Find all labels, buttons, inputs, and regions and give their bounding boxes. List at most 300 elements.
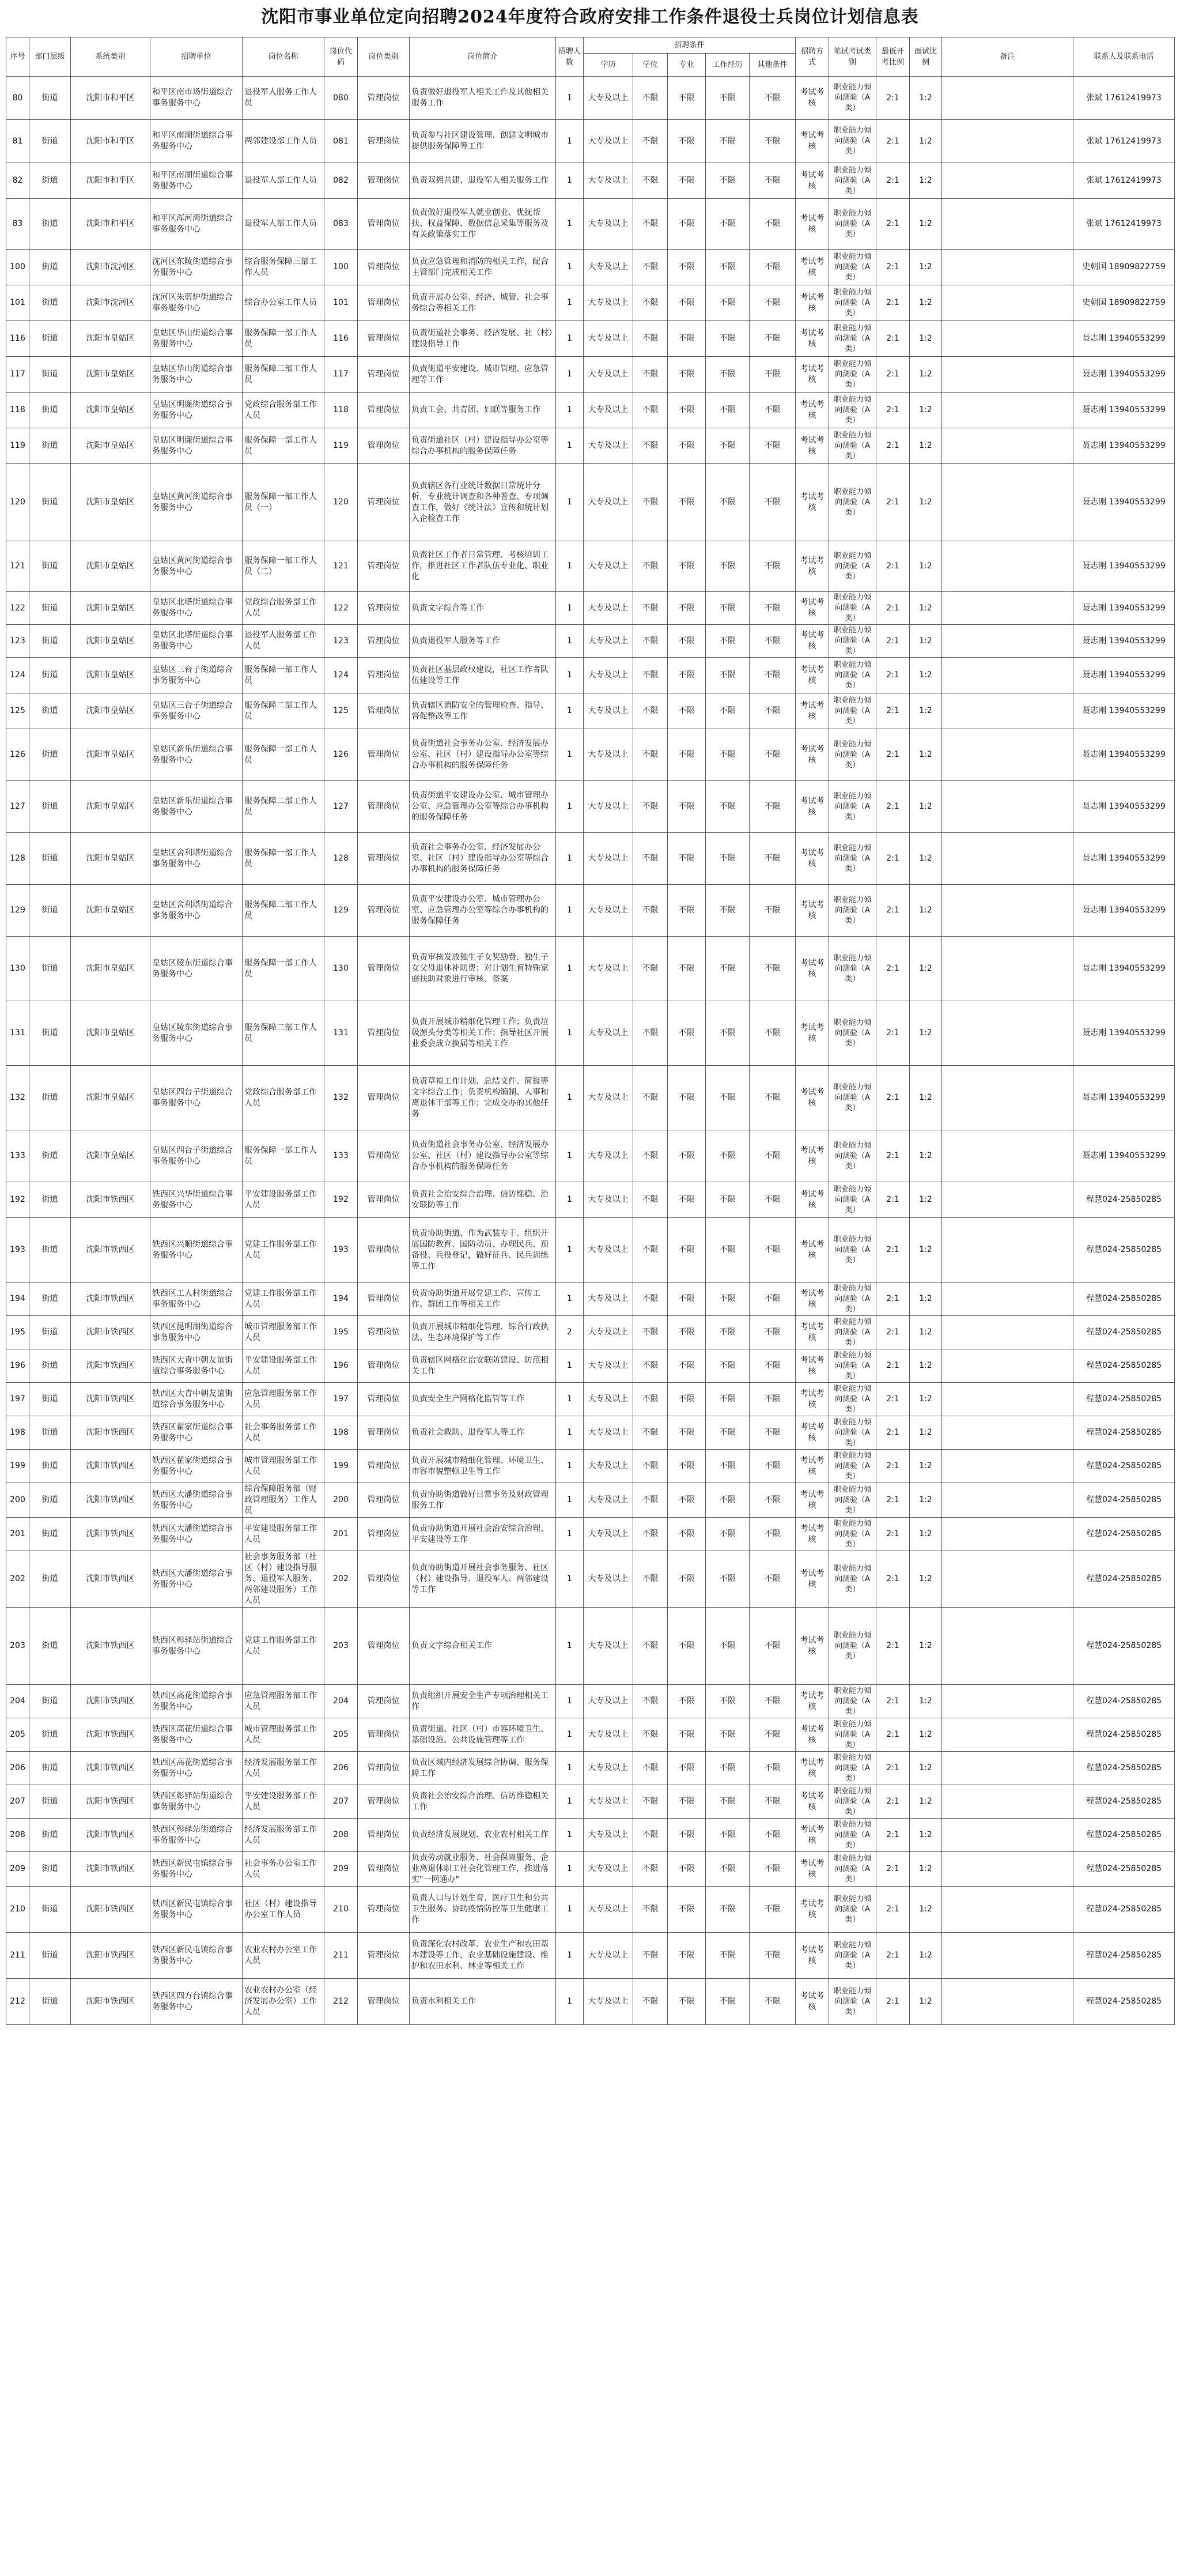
cell-post-code: 193 (324, 1218, 358, 1283)
cell-post-type: 管理岗位 (358, 163, 410, 199)
cell-exam-type: 职业能力倾向测验（A类） (829, 781, 876, 833)
cell-edu: 大专及以上 (584, 1852, 633, 1887)
cell-degree: 不限 (633, 1718, 668, 1752)
cell-level: 街道 (29, 937, 71, 1001)
cell-ratio-interview: 1:2 (910, 1066, 942, 1130)
cell-system: 沈阳市铁西区 (71, 1518, 150, 1551)
cell-exp: 不限 (706, 885, 750, 937)
cell-method: 考试考核 (796, 1316, 829, 1349)
cell-system: 沈阳市铁西区 (71, 1450, 150, 1483)
cell-num: 1 (556, 1182, 584, 1218)
cell-desc: 负责劳动就业服务、社会保障服务、企业离退休职工社会化管理工作，推进落实"一网通办" (410, 1852, 556, 1887)
table-row (6, 250, 1175, 285)
cell-num: 1 (556, 464, 584, 541)
cell-major: 不限 (668, 1852, 706, 1887)
cell-ratio-interview: 1:2 (910, 1316, 942, 1349)
cell-exam-type: 职业能力倾向测验（A类） (829, 1685, 876, 1718)
cell-unit: 和平区浑河湾街道综合事务服务中心 (150, 199, 243, 250)
cell-level: 街道 (29, 1887, 71, 1933)
cell-remark (942, 464, 1073, 541)
cell-post-code: 202 (324, 1551, 358, 1608)
cell-edu: 大专及以上 (584, 428, 633, 464)
cell-method: 考试考核 (796, 1685, 829, 1718)
table-row (6, 1283, 1175, 1316)
cell-major: 不限 (668, 833, 706, 885)
cell-contact: 聂志刚 13940553299 (1073, 464, 1175, 541)
cell-system: 沈阳市铁西区 (71, 1933, 150, 1979)
cell-degree: 不限 (633, 1450, 668, 1483)
cell-post-code: 207 (324, 1785, 358, 1819)
cell-post-type: 管理岗位 (358, 1785, 410, 1819)
cell-seq: 198 (6, 1416, 29, 1450)
cell-exam-type: 职业能力倾向测验（A类） (829, 1483, 876, 1518)
cell-exp: 不限 (706, 1218, 750, 1283)
cell-level: 街道 (29, 1130, 71, 1182)
cell-post-name: 服务保障一部工作人员 (243, 729, 324, 781)
cell-contact: 程慧024-25850285 (1073, 1316, 1175, 1349)
cell-unit: 皇姑区明廉街道综合事务服务中心 (150, 393, 243, 428)
cell-unit: 皇姑区黄河街道综合事务服务中心 (150, 541, 243, 592)
cell-degree: 不限 (633, 1130, 668, 1182)
cell-unit: 皇姑区黄河街道综合事务服务中心 (150, 464, 243, 541)
cell-other: 不限 (750, 1316, 796, 1349)
cell-major: 不限 (668, 592, 706, 625)
cell-seq: 130 (6, 937, 29, 1001)
cell-method: 考试考核 (796, 1483, 829, 1518)
cell-desc: 负责协助街道做好日常事务及财政管理服务工作 (410, 1483, 556, 1518)
cell-post-type: 管理岗位 (358, 1316, 410, 1349)
table-row (6, 1483, 1175, 1518)
cell-exp: 不限 (706, 541, 750, 592)
cell-other: 不限 (750, 1001, 796, 1066)
cell-remark (942, 1001, 1073, 1066)
cell-degree: 不限 (633, 1283, 668, 1316)
cell-method: 考试考核 (796, 1383, 829, 1416)
table-row (6, 77, 1175, 120)
cell-exam-type: 职业能力倾向测验（A类） (829, 357, 876, 393)
cell-system: 沈阳市铁西区 (71, 1979, 150, 2025)
cell-exam-type: 职业能力倾向测验（A类） (829, 1001, 876, 1066)
cell-unit: 皇姑区北塔街道综合事务服务中心 (150, 592, 243, 625)
cell-seq: 207 (6, 1785, 29, 1819)
cell-level: 街道 (29, 428, 71, 464)
table-row (6, 393, 1175, 428)
cell-remark (942, 781, 1073, 833)
cell-ratio-open: 2:1 (876, 1933, 910, 1979)
cell-degree: 不限 (633, 1316, 668, 1349)
cell-remark (942, 1182, 1073, 1218)
cell-remark (942, 199, 1073, 250)
cell-exam-type: 职业能力倾向测验（A类） (829, 1608, 876, 1685)
cell-system: 沈阳市铁西区 (71, 1785, 150, 1819)
cell-num: 1 (556, 885, 584, 937)
cell-post-code: 130 (324, 937, 358, 1001)
cell-post-code: 122 (324, 592, 358, 625)
cell-num: 1 (556, 1887, 584, 1933)
cell-edu: 大专及以上 (584, 885, 633, 937)
cell-post-code: 126 (324, 729, 358, 781)
cell-ratio-interview: 1:2 (910, 285, 942, 321)
cell-edu: 大专及以上 (584, 321, 633, 357)
cell-post-name: 经济发展服务部工作人员 (243, 1819, 324, 1852)
cell-remark (942, 885, 1073, 937)
cell-edu: 大专及以上 (584, 163, 633, 199)
cell-exam-type: 职业能力倾向测验（A类） (829, 937, 876, 1001)
cell-method: 考试考核 (796, 120, 829, 163)
cell-contact: 聂志刚 13940553299 (1073, 321, 1175, 357)
cell-unit: 铁西区工人村街道综合事务服务中心 (150, 1283, 243, 1316)
cell-remark (942, 1283, 1073, 1316)
cell-other: 不限 (750, 1551, 796, 1608)
cell-desc: 负责街道平安建设办公室、城市管理办公室、应急管理办公室等综合办事机构的服务保障任务 (410, 781, 556, 833)
cell-post-type: 管理岗位 (358, 77, 410, 120)
recruitment-table (6, 37, 1175, 2025)
cell-remark (942, 357, 1073, 393)
cell-ratio-open: 2:1 (876, 1518, 910, 1551)
cell-contact: 聂志刚 13940553299 (1073, 658, 1175, 693)
cell-degree: 不限 (633, 285, 668, 321)
cell-remark (942, 592, 1073, 625)
cell-level: 街道 (29, 833, 71, 885)
cell-level: 街道 (29, 1450, 71, 1483)
cell-unit: 铁西区新民屯镇综合事务服务中心 (150, 1887, 243, 1933)
cell-seq: 210 (6, 1887, 29, 1933)
cell-post-name: 服务保障一部工作人员 (243, 658, 324, 693)
cell-exp: 不限 (706, 1979, 750, 2025)
cell-other: 不限 (750, 541, 796, 592)
cell-edu: 大专及以上 (584, 781, 633, 833)
cell-remark (942, 1887, 1073, 1933)
cell-num: 2 (556, 1316, 584, 1349)
cell-ratio-open: 2:1 (876, 1416, 910, 1450)
cell-post-code: 209 (324, 1852, 358, 1887)
cell-system: 沈阳市铁西区 (71, 1718, 150, 1752)
cell-major: 不限 (668, 428, 706, 464)
cell-unit: 皇姑区陵东街道综合事务服务中心 (150, 1001, 243, 1066)
cell-system: 沈阳市铁西区 (71, 1608, 150, 1685)
cell-major: 不限 (668, 1066, 706, 1130)
cell-exp: 不限 (706, 1718, 750, 1752)
cell-ratio-interview: 1:2 (910, 693, 942, 729)
table-row (6, 321, 1175, 357)
cell-unit: 和平区南市场街道综合事务服务中心 (150, 77, 243, 120)
header-conditions: 招聘条件 (584, 37, 796, 54)
cell-post-type: 管理岗位 (358, 120, 410, 163)
cell-ratio-open: 2:1 (876, 1718, 910, 1752)
cell-edu: 大专及以上 (584, 658, 633, 693)
cell-num: 1 (556, 428, 584, 464)
cell-seq: 131 (6, 1001, 29, 1066)
cell-ratio-interview: 1:2 (910, 1182, 942, 1218)
cell-unit: 皇姑区北塔街道综合事务服务中心 (150, 625, 243, 658)
cell-level: 街道 (29, 393, 71, 428)
cell-exp: 不限 (706, 1483, 750, 1518)
cell-system: 沈阳市和平区 (71, 163, 150, 199)
cell-other: 不限 (750, 1450, 796, 1483)
cell-major: 不限 (668, 285, 706, 321)
cell-edu: 大专及以上 (584, 1416, 633, 1450)
cell-seq: 80 (6, 77, 29, 120)
cell-num: 1 (556, 1752, 584, 1785)
cell-post-type: 管理岗位 (358, 357, 410, 393)
cell-ratio-open: 2:1 (876, 1001, 910, 1066)
cell-post-code: 203 (324, 1608, 358, 1685)
cell-post-code: 206 (324, 1752, 358, 1785)
cell-edu: 大专及以上 (584, 1887, 633, 1933)
cell-system: 沈阳市皇姑区 (71, 833, 150, 885)
table-row (6, 1001, 1175, 1066)
cell-method: 考试考核 (796, 77, 829, 120)
cell-exp: 不限 (706, 1819, 750, 1852)
cell-unit: 铁西区大潘街道综合事务服务中心 (150, 1483, 243, 1518)
cell-system: 沈阳市皇姑区 (71, 592, 150, 625)
cell-post-code: 204 (324, 1685, 358, 1718)
cell-ratio-interview: 1:2 (910, 1718, 942, 1752)
cell-exp: 不限 (706, 1130, 750, 1182)
cell-major: 不限 (668, 729, 706, 781)
cell-post-name: 服务保障二部工作人员 (243, 693, 324, 729)
cell-other: 不限 (750, 1685, 796, 1718)
cell-level: 街道 (29, 250, 71, 285)
cell-ratio-interview: 1:2 (910, 464, 942, 541)
cell-contact: 程慧024-25850285 (1073, 1718, 1175, 1752)
cell-exam-type: 职业能力倾向测验（A类） (829, 321, 876, 357)
cell-desc: 负责社会事务办公室、经济发展办公室、社区（村）建设指导办公室等综合办事机构的服务保障任务 (410, 833, 556, 885)
cell-ratio-interview: 1:2 (910, 1283, 942, 1316)
cell-ratio-open: 2:1 (876, 658, 910, 693)
cell-system: 沈阳市皇姑区 (71, 541, 150, 592)
cell-num: 1 (556, 1349, 584, 1383)
cell-other: 不限 (750, 729, 796, 781)
table-row (6, 1785, 1175, 1819)
cell-seq: 123 (6, 625, 29, 658)
cell-level: 街道 (29, 1852, 71, 1887)
header-post-code: 岗位代码 (324, 37, 358, 77)
header-ratio-interview: 面试比例 (910, 37, 942, 77)
cell-contact: 聂志刚 13940553299 (1073, 541, 1175, 592)
cell-ratio-open: 2:1 (876, 693, 910, 729)
cell-post-type: 管理岗位 (358, 1066, 410, 1130)
header-system: 系统类别 (71, 37, 150, 77)
cell-post-type: 管理岗位 (358, 833, 410, 885)
header-post-name: 岗位名称 (243, 37, 324, 77)
cell-exp: 不限 (706, 729, 750, 781)
cell-exam-type: 职业能力倾向测验（A类） (829, 1819, 876, 1852)
cell-post-type: 管理岗位 (358, 199, 410, 250)
cell-contact: 聂志刚 13940553299 (1073, 393, 1175, 428)
cell-system: 沈阳市皇姑区 (71, 693, 150, 729)
cell-post-name: 服务保障一部工作人员 (243, 1130, 324, 1182)
cell-exam-type: 职业能力倾向测验（A类） (829, 625, 876, 658)
cell-post-code: 194 (324, 1283, 358, 1316)
cell-degree: 不限 (633, 357, 668, 393)
cell-method: 考试考核 (796, 1416, 829, 1450)
cell-post-code: 120 (324, 464, 358, 541)
table-row (6, 541, 1175, 592)
cell-exp: 不限 (706, 393, 750, 428)
cell-major: 不限 (668, 1785, 706, 1819)
cell-ratio-interview: 1:2 (910, 1416, 942, 1450)
cell-system: 沈阳市铁西区 (71, 1182, 150, 1218)
cell-post-code: 132 (324, 1066, 358, 1130)
cell-ratio-open: 2:1 (876, 592, 910, 625)
cell-post-code: 123 (324, 625, 358, 658)
cell-ratio-open: 2:1 (876, 1979, 910, 2025)
cell-exam-type: 职业能力倾向测验（A类） (829, 541, 876, 592)
cell-remark (942, 625, 1073, 658)
cell-other: 不限 (750, 321, 796, 357)
cell-level: 街道 (29, 1979, 71, 2025)
table-row (6, 1130, 1175, 1182)
cell-seq: 83 (6, 199, 29, 250)
cell-method: 考试考核 (796, 393, 829, 428)
cell-unit: 铁西区翟家街道综合事务服务中心 (150, 1416, 243, 1450)
cell-degree: 不限 (633, 428, 668, 464)
cell-exp: 不限 (706, 1933, 750, 1979)
cell-desc: 负责审核发放独生子女奖励费、独生子女父母退休补助费；对计划生育特殊家庭扶助对象进行审核、备案 (410, 937, 556, 1001)
cell-post-code: 201 (324, 1518, 358, 1551)
cell-major: 不限 (668, 781, 706, 833)
cell-edu: 大专及以上 (584, 1551, 633, 1608)
cell-system: 沈阳市铁西区 (71, 1349, 150, 1383)
cell-method: 考试考核 (796, 1551, 829, 1608)
cell-system: 沈阳市铁西区 (71, 1685, 150, 1718)
cell-post-name: 党政综合服务部工作人员 (243, 1066, 324, 1130)
cell-desc: 负责社会治安综合治理、信访维稳、治安联防等工作 (410, 1182, 556, 1218)
cell-other: 不限 (750, 885, 796, 937)
cell-remark (942, 658, 1073, 693)
cell-ratio-interview: 1:2 (910, 1852, 942, 1887)
cell-post-type: 管理岗位 (358, 464, 410, 541)
cell-edu: 大专及以上 (584, 285, 633, 321)
cell-degree: 不限 (633, 1066, 668, 1130)
cell-contact: 程慧024-25850285 (1073, 1887, 1175, 1933)
cell-method: 考试考核 (796, 1752, 829, 1785)
cell-contact: 聂志刚 13940553299 (1073, 592, 1175, 625)
table-row (6, 781, 1175, 833)
cell-num: 1 (556, 833, 584, 885)
cell-edu: 大专及以上 (584, 1450, 633, 1483)
cell-post-type: 管理岗位 (358, 1551, 410, 1608)
cell-other: 不限 (750, 625, 796, 658)
cell-exp: 不限 (706, 1349, 750, 1383)
cell-remark (942, 1933, 1073, 1979)
cell-edu: 大专及以上 (584, 199, 633, 250)
cell-other: 不限 (750, 1819, 796, 1852)
cell-exp: 不限 (706, 77, 750, 120)
cell-system: 沈阳市皇姑区 (71, 658, 150, 693)
cell-post-type: 管理岗位 (358, 1383, 410, 1416)
cell-exam-type: 职业能力倾向测验（A类） (829, 393, 876, 428)
cell-seq: 117 (6, 357, 29, 393)
cell-seq: 121 (6, 541, 29, 592)
cell-edu: 大专及以上 (584, 1130, 633, 1182)
cell-ratio-interview: 1:2 (910, 321, 942, 357)
cell-major: 不限 (668, 1483, 706, 1518)
cell-post-type: 管理岗位 (358, 1887, 410, 1933)
cell-unit: 皇姑区陵东街道综合事务服务中心 (150, 937, 243, 1001)
cell-level: 街道 (29, 1608, 71, 1685)
cell-other: 不限 (750, 120, 796, 163)
cell-unit: 铁西区新民屯镇综合事务服务中心 (150, 1933, 243, 1979)
cell-desc: 负责社会救助、退役军人等工作 (410, 1416, 556, 1450)
cell-level: 街道 (29, 1752, 71, 1785)
cell-post-name: 综合办公室工作人员 (243, 285, 324, 321)
cell-unit: 沈河区东陵街道综合事务服务中心 (150, 250, 243, 285)
cell-num: 1 (556, 1852, 584, 1887)
cell-post-name: 党政综合服务部工作人员 (243, 393, 324, 428)
cell-post-name: 综合服务保障三部工作人员 (243, 250, 324, 285)
cell-exp: 不限 (706, 163, 750, 199)
cell-exam-type: 职业能力倾向测验（A类） (829, 163, 876, 199)
cell-level: 街道 (29, 1416, 71, 1450)
cell-post-type: 管理岗位 (358, 1182, 410, 1218)
cell-exam-type: 职业能力倾向测验（A类） (829, 658, 876, 693)
cell-degree: 不限 (633, 658, 668, 693)
cell-degree: 不限 (633, 1608, 668, 1685)
cell-post-type: 管理岗位 (358, 1283, 410, 1316)
cell-other: 不限 (750, 1066, 796, 1130)
cell-degree: 不限 (633, 1887, 668, 1933)
cell-contact: 张斌 17612419973 (1073, 199, 1175, 250)
cell-post-name: 退役军人部工作人员 (243, 163, 324, 199)
cell-seq: 200 (6, 1483, 29, 1518)
cell-remark (942, 1383, 1073, 1416)
header-exp: 工作经历 (706, 54, 750, 77)
cell-seq: 204 (6, 1685, 29, 1718)
cell-ratio-interview: 1:2 (910, 729, 942, 781)
cell-method: 考试考核 (796, 1001, 829, 1066)
cell-ratio-interview: 1:2 (910, 1130, 942, 1182)
cell-post-type: 管理岗位 (358, 1852, 410, 1887)
cell-ratio-interview: 1:2 (910, 428, 942, 464)
table-row (6, 1819, 1175, 1852)
cell-post-code: 199 (324, 1450, 358, 1483)
cell-desc: 负责街道社会事务办公室、经济发展办公室、社区（村）建设指导办公室等综合办事机构的服务保障任务 (410, 729, 556, 781)
cell-exp: 不限 (706, 1551, 750, 1608)
cell-contact: 程慧024-25850285 (1073, 1979, 1175, 2025)
cell-ratio-open: 2:1 (876, 285, 910, 321)
cell-method: 考试考核 (796, 1450, 829, 1483)
cell-post-name: 经济发展服务部工作人员 (243, 1752, 324, 1785)
cell-seq: 119 (6, 428, 29, 464)
cell-ratio-interview: 1:2 (910, 1785, 942, 1819)
cell-num: 1 (556, 1001, 584, 1066)
cell-system: 沈阳市皇姑区 (71, 1001, 150, 1066)
cell-post-type: 管理岗位 (358, 1130, 410, 1182)
cell-system: 沈阳市铁西区 (71, 1887, 150, 1933)
cell-exam-type: 职业能力倾向测验（A类） (829, 592, 876, 625)
cell-remark (942, 1979, 1073, 2025)
header-major: 专业 (668, 54, 706, 77)
cell-num: 1 (556, 625, 584, 658)
cell-major: 不限 (668, 464, 706, 541)
table-row (6, 1551, 1175, 1608)
cell-level: 街道 (29, 1182, 71, 1218)
cell-ratio-interview: 1:2 (910, 1349, 942, 1383)
cell-num: 1 (556, 1450, 584, 1483)
cell-desc: 负责平安建设办公室、城市管理办公室、应急管理办公室等综合办事机构的服务保障任务 (410, 885, 556, 937)
cell-major: 不限 (668, 321, 706, 357)
cell-contact: 程慧024-25850285 (1073, 1752, 1175, 1785)
cell-level: 街道 (29, 1785, 71, 1819)
cell-method: 考试考核 (796, 1979, 829, 2025)
table-row (6, 693, 1175, 729)
cell-post-name: 应急管理服务部工作人员 (243, 1383, 324, 1416)
cell-method: 考试考核 (796, 592, 829, 625)
table-body (6, 77, 1175, 2025)
cell-post-name: 城市管理服务部工作人员 (243, 1718, 324, 1752)
